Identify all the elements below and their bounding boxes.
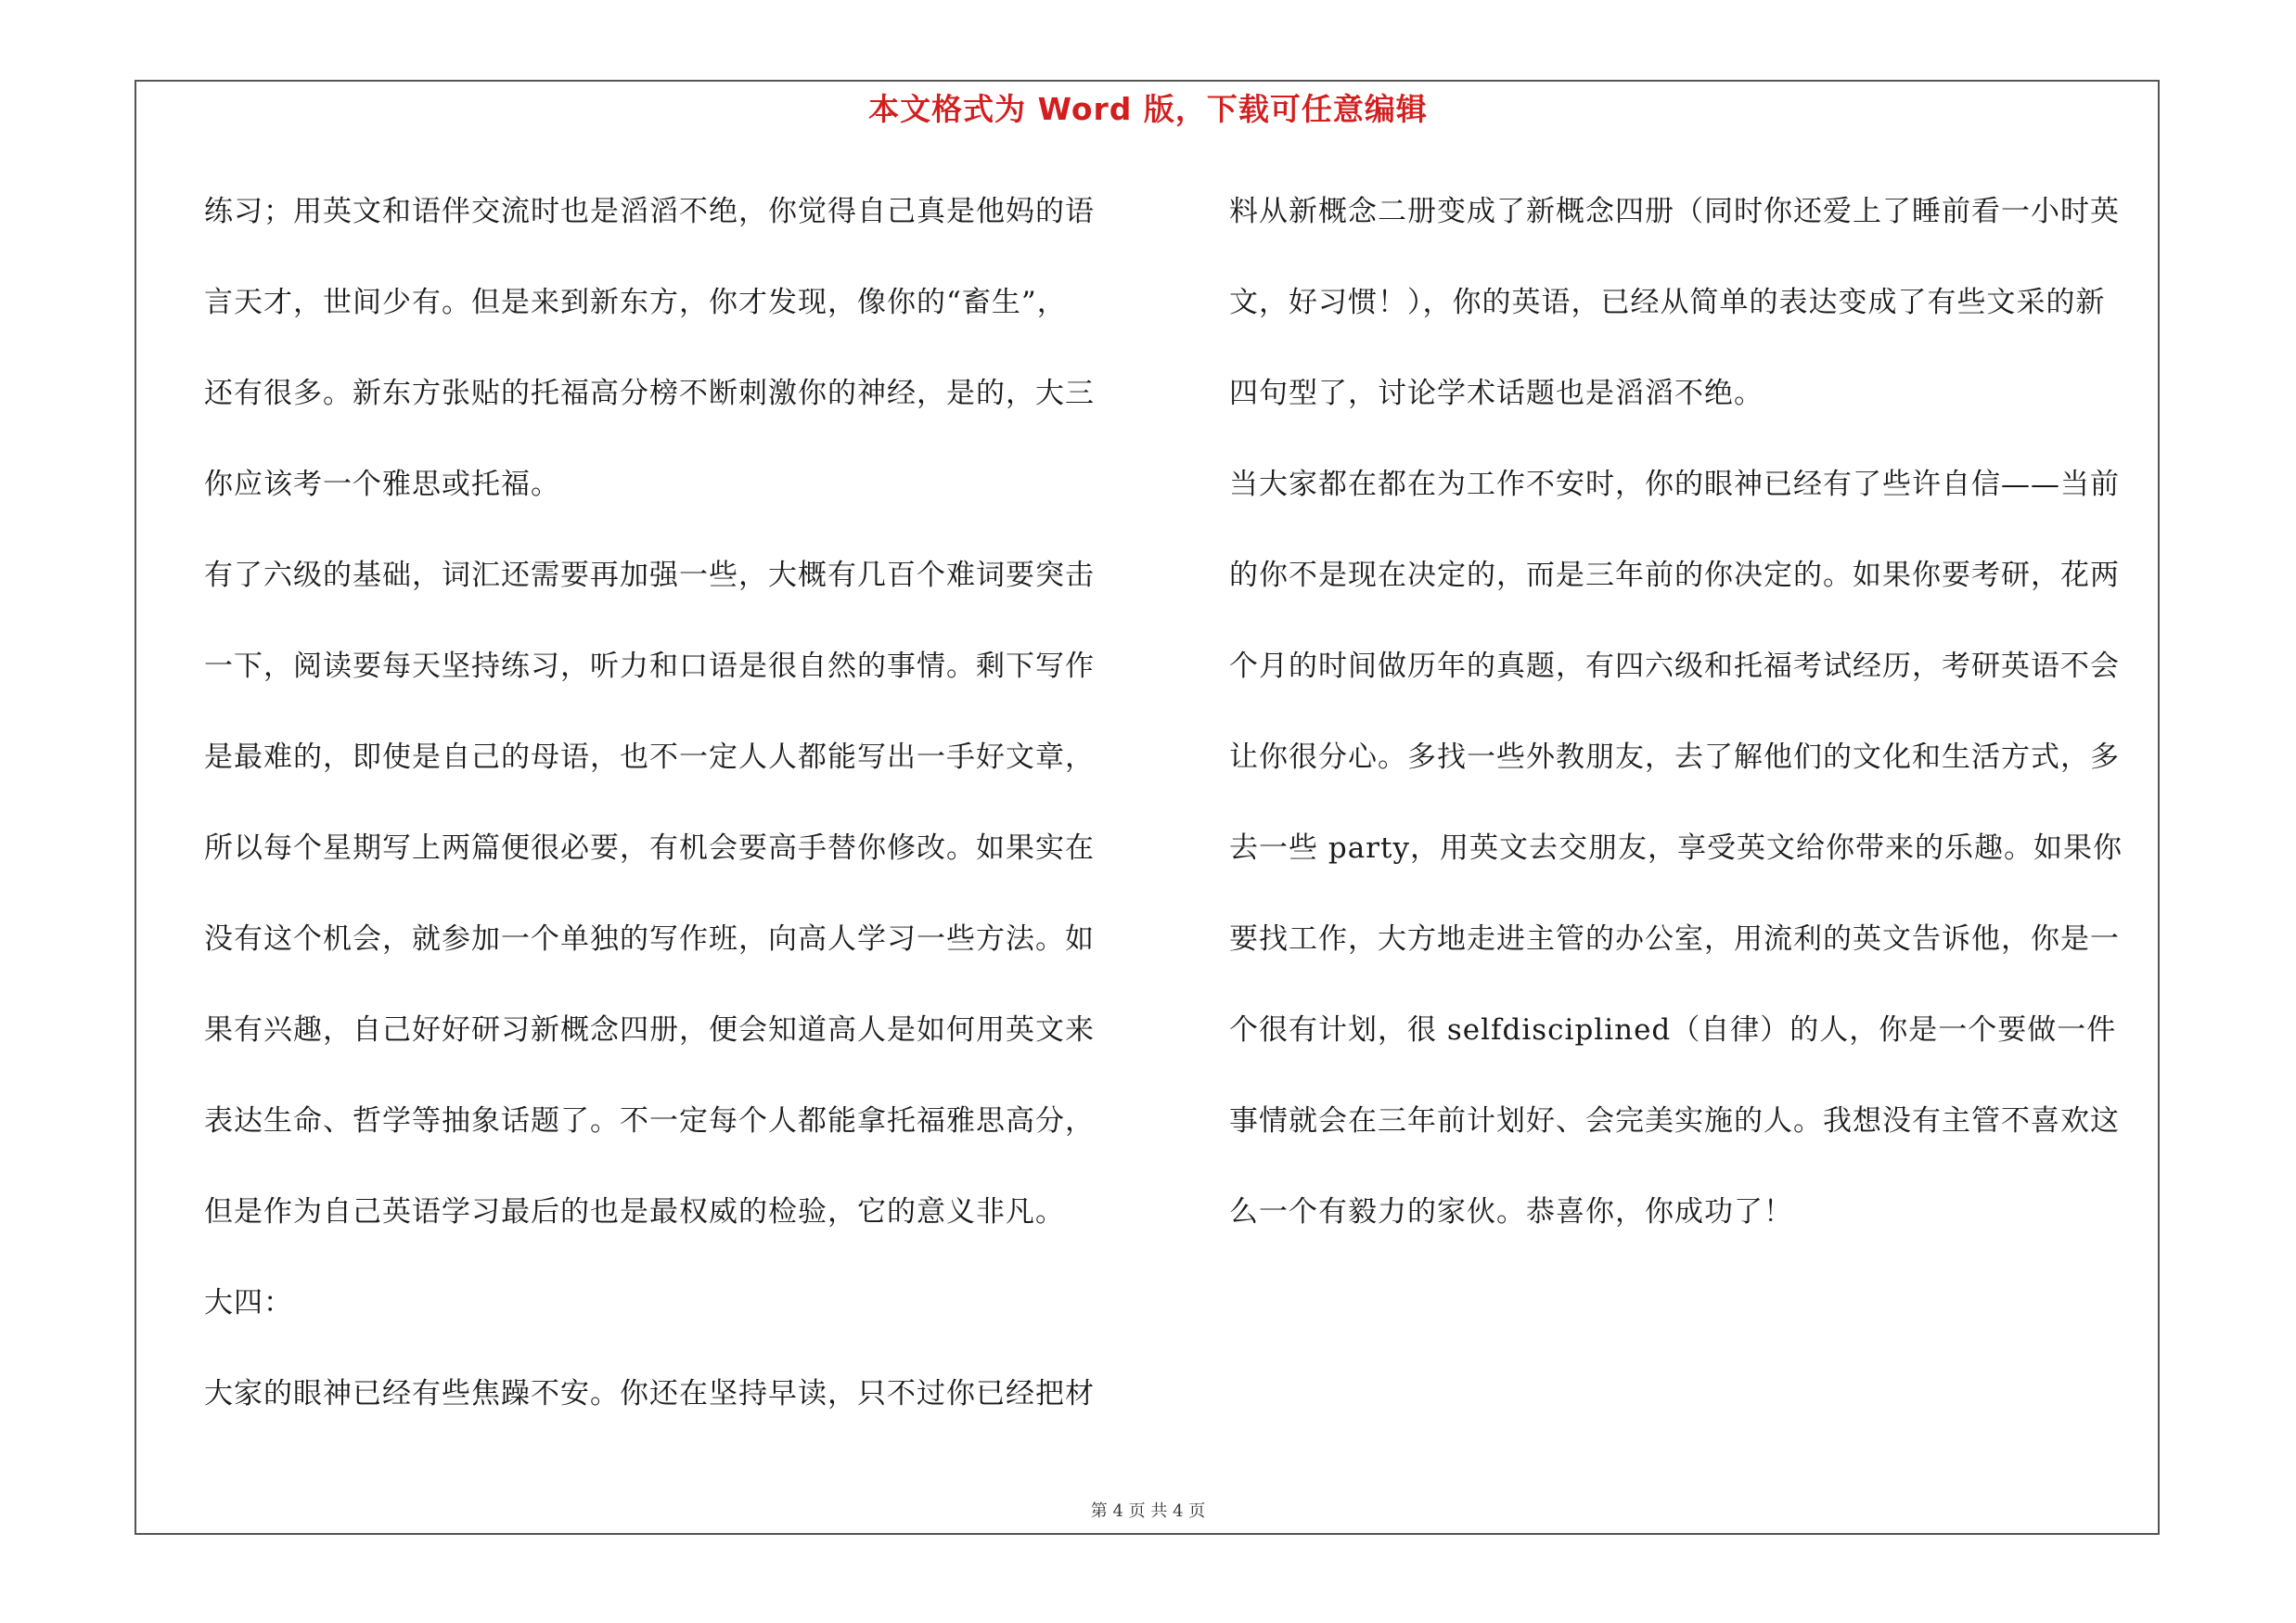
header-banner: 本文格式为 Word 版，下载可任意编辑 [868,91,1428,127]
text-line: 果有兴趣，自己好好研习新概念四册，便会知道高人是如何用英文来 [204,1013,1095,1047]
text-line: 是最难的，即使是自己的母语，也不一定人人都能写出一手好文章， [204,741,1095,774]
text-line: 有了六级的基础，词汇还需要再加强一些，大概有几百个难词要突击 [204,559,1095,592]
text-line: 去一些 party，用英文去交朋友，享受英文给你带来的乐趣。如果你 [1229,831,2123,865]
text-line: 事情就会在三年前计划好、会完美实施的人。我想没有主管不喜欢这 [1229,1104,2120,1138]
right-column [1229,182,2157,1273]
text-line: 没有这个机会，就参加一个单独的写作班，向高人学习一些方法。如 [204,922,1095,956]
text-line: 所以每个星期写上两篇便很必要，有机会要高手替你修改。如果实在 [204,831,1095,865]
text-line: 一下，阅读要每天坚持练习，听力和口语是很自然的事情。剩下写作 [204,650,1095,683]
text-line: 个很有计划，很 selfdisciplined（自律）的人，你是一个要做一件 [1229,1013,2117,1047]
text-line: 还有很多。新东方张贴的托福高分榜不断刺激你的神经，是的，大三 [204,377,1095,410]
text-line: 文，好习惯！），你的英语，已经从简单的表达变成了有些文采的新 [1229,286,2106,319]
text-line: 言天才，世间少有。但是来到新东方，你才发现，像你的“畜生”， [204,286,1067,319]
text-line: 让你很分心。多找一些外教朋友，去了解他们的文化和生活方式，多 [1229,741,2120,774]
text-line: 要找工作，大方地走进主管的办公室，用流利的英文告诉他，你是一 [1229,922,2120,956]
text-line: 料从新概念二册变成了新概念四册（同时你还爱上了睡前看一小时英 [1229,195,2120,228]
text-line: 的你不是现在决定的，而是三年前的你决定的。如果你要考研，花两 [1229,559,2120,592]
left-column [204,182,1141,1455]
page-number: 第 4 页 共 4 页 [1090,1501,1206,1521]
text-line: 但是作为自己英语学习最后的也是最权威的检验，它的意义非凡。 [204,1195,1065,1229]
text-line: 么一个有毅力的家伙。恭喜你，你成功了！ [1229,1195,1793,1229]
text-line: 你应该考一个雅思或托福。 [204,468,560,501]
text-line: 练习；用英文和语伴交流时也是滔滔不绝，你觉得自己真是他妈的语 [204,195,1095,228]
text-line: 个月的时间做历年的真题，有四六级和托福考试经历，考研英语不会 [1229,650,2120,683]
text-line: 大家的眼神已经有些焦躁不安。你还在坚持早读，只不过你已经把材 [204,1377,1095,1410]
text-line: 四句型了，讨论学术话题也是滔滔不绝。 [1229,377,1764,410]
text-line: 当大家都在都在为工作不安时，你的眼神已经有了些许自信——当前 [1229,468,2120,501]
section-heading: 大四： [204,1286,293,1320]
text-line: 表达生命、哲学等抽象话题了。不一定每个人都能拿托福雅思高分， [204,1104,1095,1138]
